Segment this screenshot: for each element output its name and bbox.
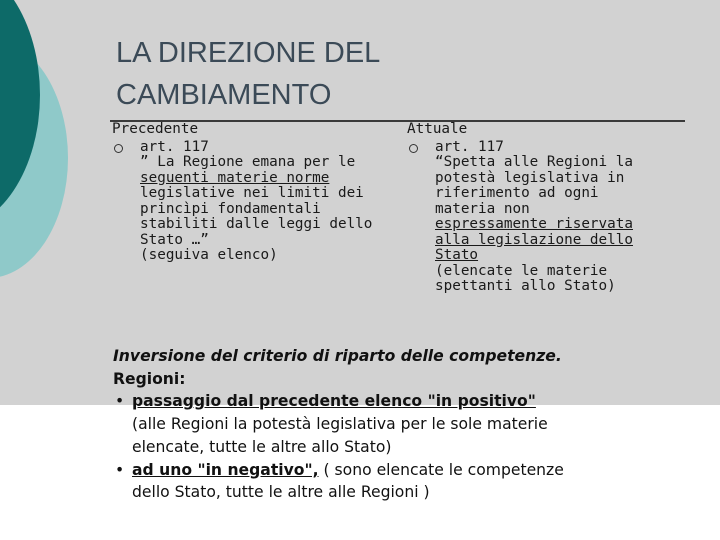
summary-regioni-label: Regioni: <box>113 369 186 388</box>
right-column-heading: Attuale <box>407 121 468 137</box>
left-text-line-5: stabiliti dalle leggi dello <box>140 216 373 232</box>
summary-bullet-2 <box>113 459 713 504</box>
slide-title <box>116 32 636 116</box>
right-text-line-8: (elencate le materie <box>435 262 608 279</box>
left-text-line-2: seguenti materie norme <box>140 169 330 186</box>
right-text-line-3: riferimento ad ogni <box>435 185 599 201</box>
slide-title-line-2: CAMBIAMENTO <box>116 79 332 111</box>
right-text-line-6: alla legislazione dello <box>435 231 633 248</box>
summary-heading: Inversione del criterio di riparto delle competenze. <box>113 347 562 365</box>
left-text-line-6: Stato …” <box>140 231 209 248</box>
left-text-line-3: legislative nei limiti dei <box>140 185 364 201</box>
ring-bullet-icon <box>114 144 123 153</box>
summary-bullet-1-line-2: (alle Regioni la potestà legislativa per le sole materie <box>132 415 548 434</box>
dot-bullet-icon: • <box>115 392 125 411</box>
summary-bullet-1-line-3: elencate, tutte le altre allo Stato) <box>132 437 392 456</box>
left-bullet-label: art. 117 <box>140 138 209 155</box>
left-column-heading: Precedente <box>112 121 199 137</box>
left-text-line-4: princìpi fondamentali <box>140 200 321 217</box>
right-text-line-7: Stato <box>435 247 479 263</box>
summary-bullet-1 <box>113 390 713 458</box>
left-text-line <box>140 155 392 171</box>
summary-bullet-2-tail: ( sono elencate le competenze <box>318 460 564 479</box>
summary-block <box>113 345 713 504</box>
left-bullet-item <box>112 140 392 264</box>
right-text-line-1: “Spetta alle Regioni la <box>435 154 633 170</box>
left-text-line-1: ” La Regione emana per le <box>140 154 356 170</box>
slide-title-line-1: LA DIREZIONE DEL <box>116 37 381 69</box>
right-bullet-label: art. 117 <box>435 138 504 155</box>
dot-bullet-icon: • <box>115 460 125 479</box>
left-column-precedente <box>112 122 392 264</box>
ring-bullet-icon <box>409 144 418 153</box>
right-text-line-2: potestà legislativa in <box>435 169 625 186</box>
summary-bullet-2-line-2: dello Stato, tutte le altre alle Regioni ) <box>132 483 430 502</box>
right-column-attuale <box>407 122 667 295</box>
summary-bullet-1-bold: passaggio dal precedente elenco "in positivo" <box>132 392 536 411</box>
right-text-line-5: espressamente riservata <box>435 216 633 232</box>
right-text-line-9: spettanti allo Stato) <box>435 278 616 294</box>
right-text-line-4: materia non <box>435 200 530 217</box>
summary-bullet-2-bold: ad uno "in negativo", <box>132 460 319 479</box>
left-text-line-7: (seguiva elenco) <box>140 247 278 263</box>
right-bullet-item <box>407 140 667 295</box>
